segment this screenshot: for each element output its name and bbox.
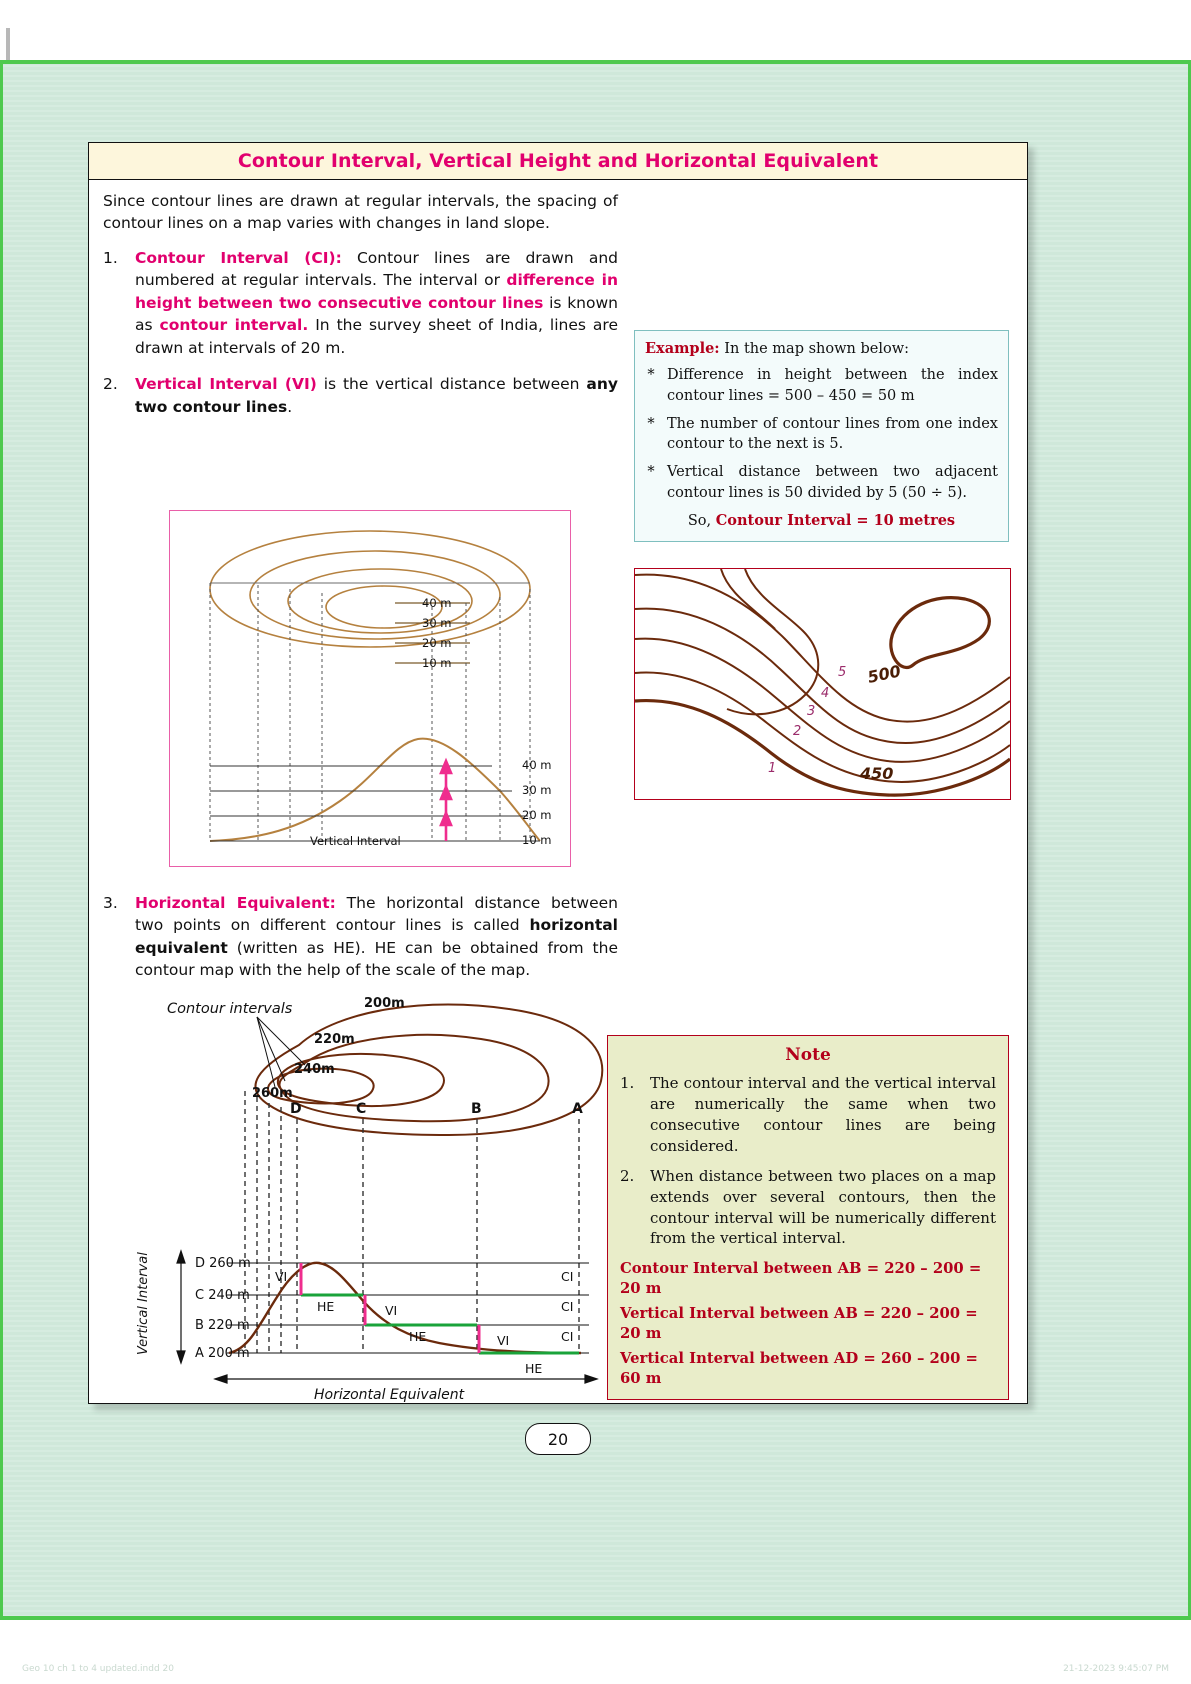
footer-right-text: 21-12-2023 9:45:07 PM <box>1063 1664 1169 1674</box>
item-text-part: (written as HE). HE can be obtained from the contour map with the help of the scale of the map. <box>135 938 618 980</box>
intro-paragraph: Since contour lines are drawn at regular intervals, the spacing of contour lines on a map varies with changes in land slope. <box>103 192 618 233</box>
asterisk-icon: * <box>647 464 655 481</box>
numbered-list-cont <box>103 892 618 996</box>
bullet-text: The number of contour lines from one index contour to the next is 5. <box>667 415 998 453</box>
example-lead: In the map shown below: <box>719 341 909 357</box>
he-mark-2: HE <box>409 1329 427 1344</box>
item-text <box>135 249 618 357</box>
bullet-row <box>645 365 998 406</box>
note-list <box>620 1073 996 1249</box>
term-contour-interval: Contour Interval (CI): <box>135 248 342 267</box>
point-label-A: A <box>572 1101 583 1117</box>
item-text-part: Contour lines are drawn and numbered at regular intervals. The interval or <box>135 248 618 290</box>
numbered-list <box>103 247 618 418</box>
list-item-vertical-interval <box>103 373 618 418</box>
bullet-text: Vertical distance between two adjacent contour lines is 50 divided by 5 (50 ÷ 5). <box>667 464 998 501</box>
map-label-2: 2 <box>793 724 802 739</box>
vi-mark-1: VI <box>275 1269 288 1284</box>
ci-mark-3: CI <box>561 1329 574 1344</box>
ci-mark-1: CI <box>561 1269 574 1284</box>
item-text-part: is the vertical distance between <box>316 375 587 394</box>
term-horizontal-equivalent: Horizontal Equivalent: <box>135 894 336 912</box>
vi-right-label-40m: 40 m <box>522 758 552 772</box>
axis-label-vertical-interval: Vertical Interval <box>136 1252 151 1355</box>
note-item <box>620 1073 996 1156</box>
contour-label-200m: 200m <box>364 996 405 1011</box>
item-text <box>135 894 618 979</box>
vi-right-label-30m: 30 m <box>522 783 552 797</box>
map-label-450: 450 <box>860 764 894 783</box>
map-label-5: 5 <box>838 665 847 680</box>
ci-mark-2: CI <box>561 1299 574 1314</box>
vi-right-label-20m: 20 m <box>522 808 552 822</box>
item-number: 3. <box>103 894 118 912</box>
bullet-row <box>645 462 998 503</box>
item-number: 1. <box>103 248 118 267</box>
he-mark-3: HE <box>525 1361 543 1376</box>
vertical-interval-figure <box>169 510 571 867</box>
note-text: The contour interval and the vertical interval are numerically the same when two consecutive contour lines are being considered. <box>650 1074 996 1155</box>
vi-mark-2: VI <box>385 1303 398 1318</box>
vi-top-label-30m: 30 m <box>422 616 452 630</box>
bullet-text: Difference in height between the index contour lines = 500 – 450 = 50 m <box>667 367 998 404</box>
term-contour-interval-2: contour interval. <box>159 316 309 335</box>
he-mark-1: HE <box>317 1299 335 1314</box>
term-difference-in-height: difference in height between two consecutive contour lines <box>135 271 618 312</box>
contour-label-240m: 240m <box>294 1062 335 1077</box>
list-item-horizontal-equivalent <box>103 892 618 982</box>
callout-contour-intervals: Contour intervals <box>167 1001 293 1017</box>
equation-vi-ab: Vertical Interval between AB = 220 – 200 = 20 m <box>620 1304 978 1343</box>
note-number: 2. <box>620 1167 635 1186</box>
point-label-D: D <box>290 1101 302 1117</box>
page-title: Contour Interval, Vertical Height and Horizontal Equivalent <box>237 150 879 172</box>
note-text: When distance between two places on a map extends over several contours, then the contour interval will be numerically different from the vertical interval. <box>650 1167 996 1248</box>
map-label-4: 4 <box>821 686 830 701</box>
note-item <box>620 1166 996 1249</box>
map-label-500: 500 <box>865 661 903 687</box>
vi-right-label-10m: 10 m <box>522 833 552 847</box>
page-body <box>89 180 1027 1403</box>
vi-top-label-40m: 40 m <box>422 596 452 610</box>
vi-top-label-10m: 10 m <box>422 656 452 670</box>
page-number: 20 <box>525 1423 591 1455</box>
asterisk-icon: * <box>647 415 655 432</box>
item-text <box>135 375 618 415</box>
note-number: 1. <box>620 1074 635 1093</box>
map-label-1: 1 <box>768 761 777 776</box>
content-sheet <box>88 142 1028 1449</box>
term-he: horizontal equivalent <box>135 916 618 957</box>
example-box <box>634 330 1009 542</box>
term-vertical-interval: Vertical Interval (VI) <box>135 375 317 394</box>
level-label-D: D 260 m <box>195 1256 251 1271</box>
item-text-part: The horizontal distance between two points on different contour lines is called <box>135 894 618 935</box>
vi-caption: Vertical Interval <box>310 834 401 848</box>
footer-left-text: Geo 10 ch 1 to 4 updated.indd 20 <box>22 1664 175 1674</box>
term-any-two-contour-lines: any two contour lines <box>135 375 618 416</box>
horizontal-equivalent-figure <box>109 985 619 1405</box>
page-title-bar <box>89 143 1027 180</box>
bullet-row <box>645 414 998 455</box>
equation-ci-ab: Contour Interval between AB = 220 – 200 = 20 m <box>620 1259 982 1298</box>
contour-label-260m: 260m <box>252 1086 293 1101</box>
conclusion-value: Contour Interval = 10 metres <box>715 512 956 530</box>
example-bullets <box>645 365 998 503</box>
contour-map-figure <box>634 568 1011 800</box>
conclusion-prefix: So, <box>687 513 716 530</box>
item-text-part: is known as <box>135 293 618 335</box>
contour-label-220m: 220m <box>314 1032 355 1047</box>
level-label-C: C 240 m <box>195 1288 250 1303</box>
vi-top-label-20m: 20 m <box>422 636 452 650</box>
baseline-label-horizontal-equivalent: Horizontal Equivalent <box>314 1387 465 1403</box>
example-heading <box>645 339 998 359</box>
item-text-part: . <box>287 397 293 416</box>
example-label: Example: <box>645 340 720 357</box>
example-conclusion <box>645 511 998 531</box>
item-number: 2. <box>103 375 118 394</box>
note-box <box>607 1035 1009 1400</box>
level-label-B: B 220 m <box>195 1318 250 1333</box>
vi-mark-3: VI <box>497 1333 510 1348</box>
point-label-C: C <box>356 1101 367 1117</box>
note-title: Note <box>785 1045 831 1065</box>
list-item-contour-interval <box>103 247 618 359</box>
item-text-part: In the survey sheet of India, lines are drawn at intervals of 20 m. <box>135 316 618 357</box>
level-label-A: A 200 m <box>195 1346 250 1361</box>
equation-vi-ad: Vertical Interval between AD = 260 – 200 = 60 m <box>620 1349 978 1387</box>
asterisk-icon: * <box>647 367 655 384</box>
point-label-B: B <box>471 1101 482 1117</box>
map-label-3: 3 <box>807 704 816 719</box>
page-edge-marker <box>6 28 10 62</box>
